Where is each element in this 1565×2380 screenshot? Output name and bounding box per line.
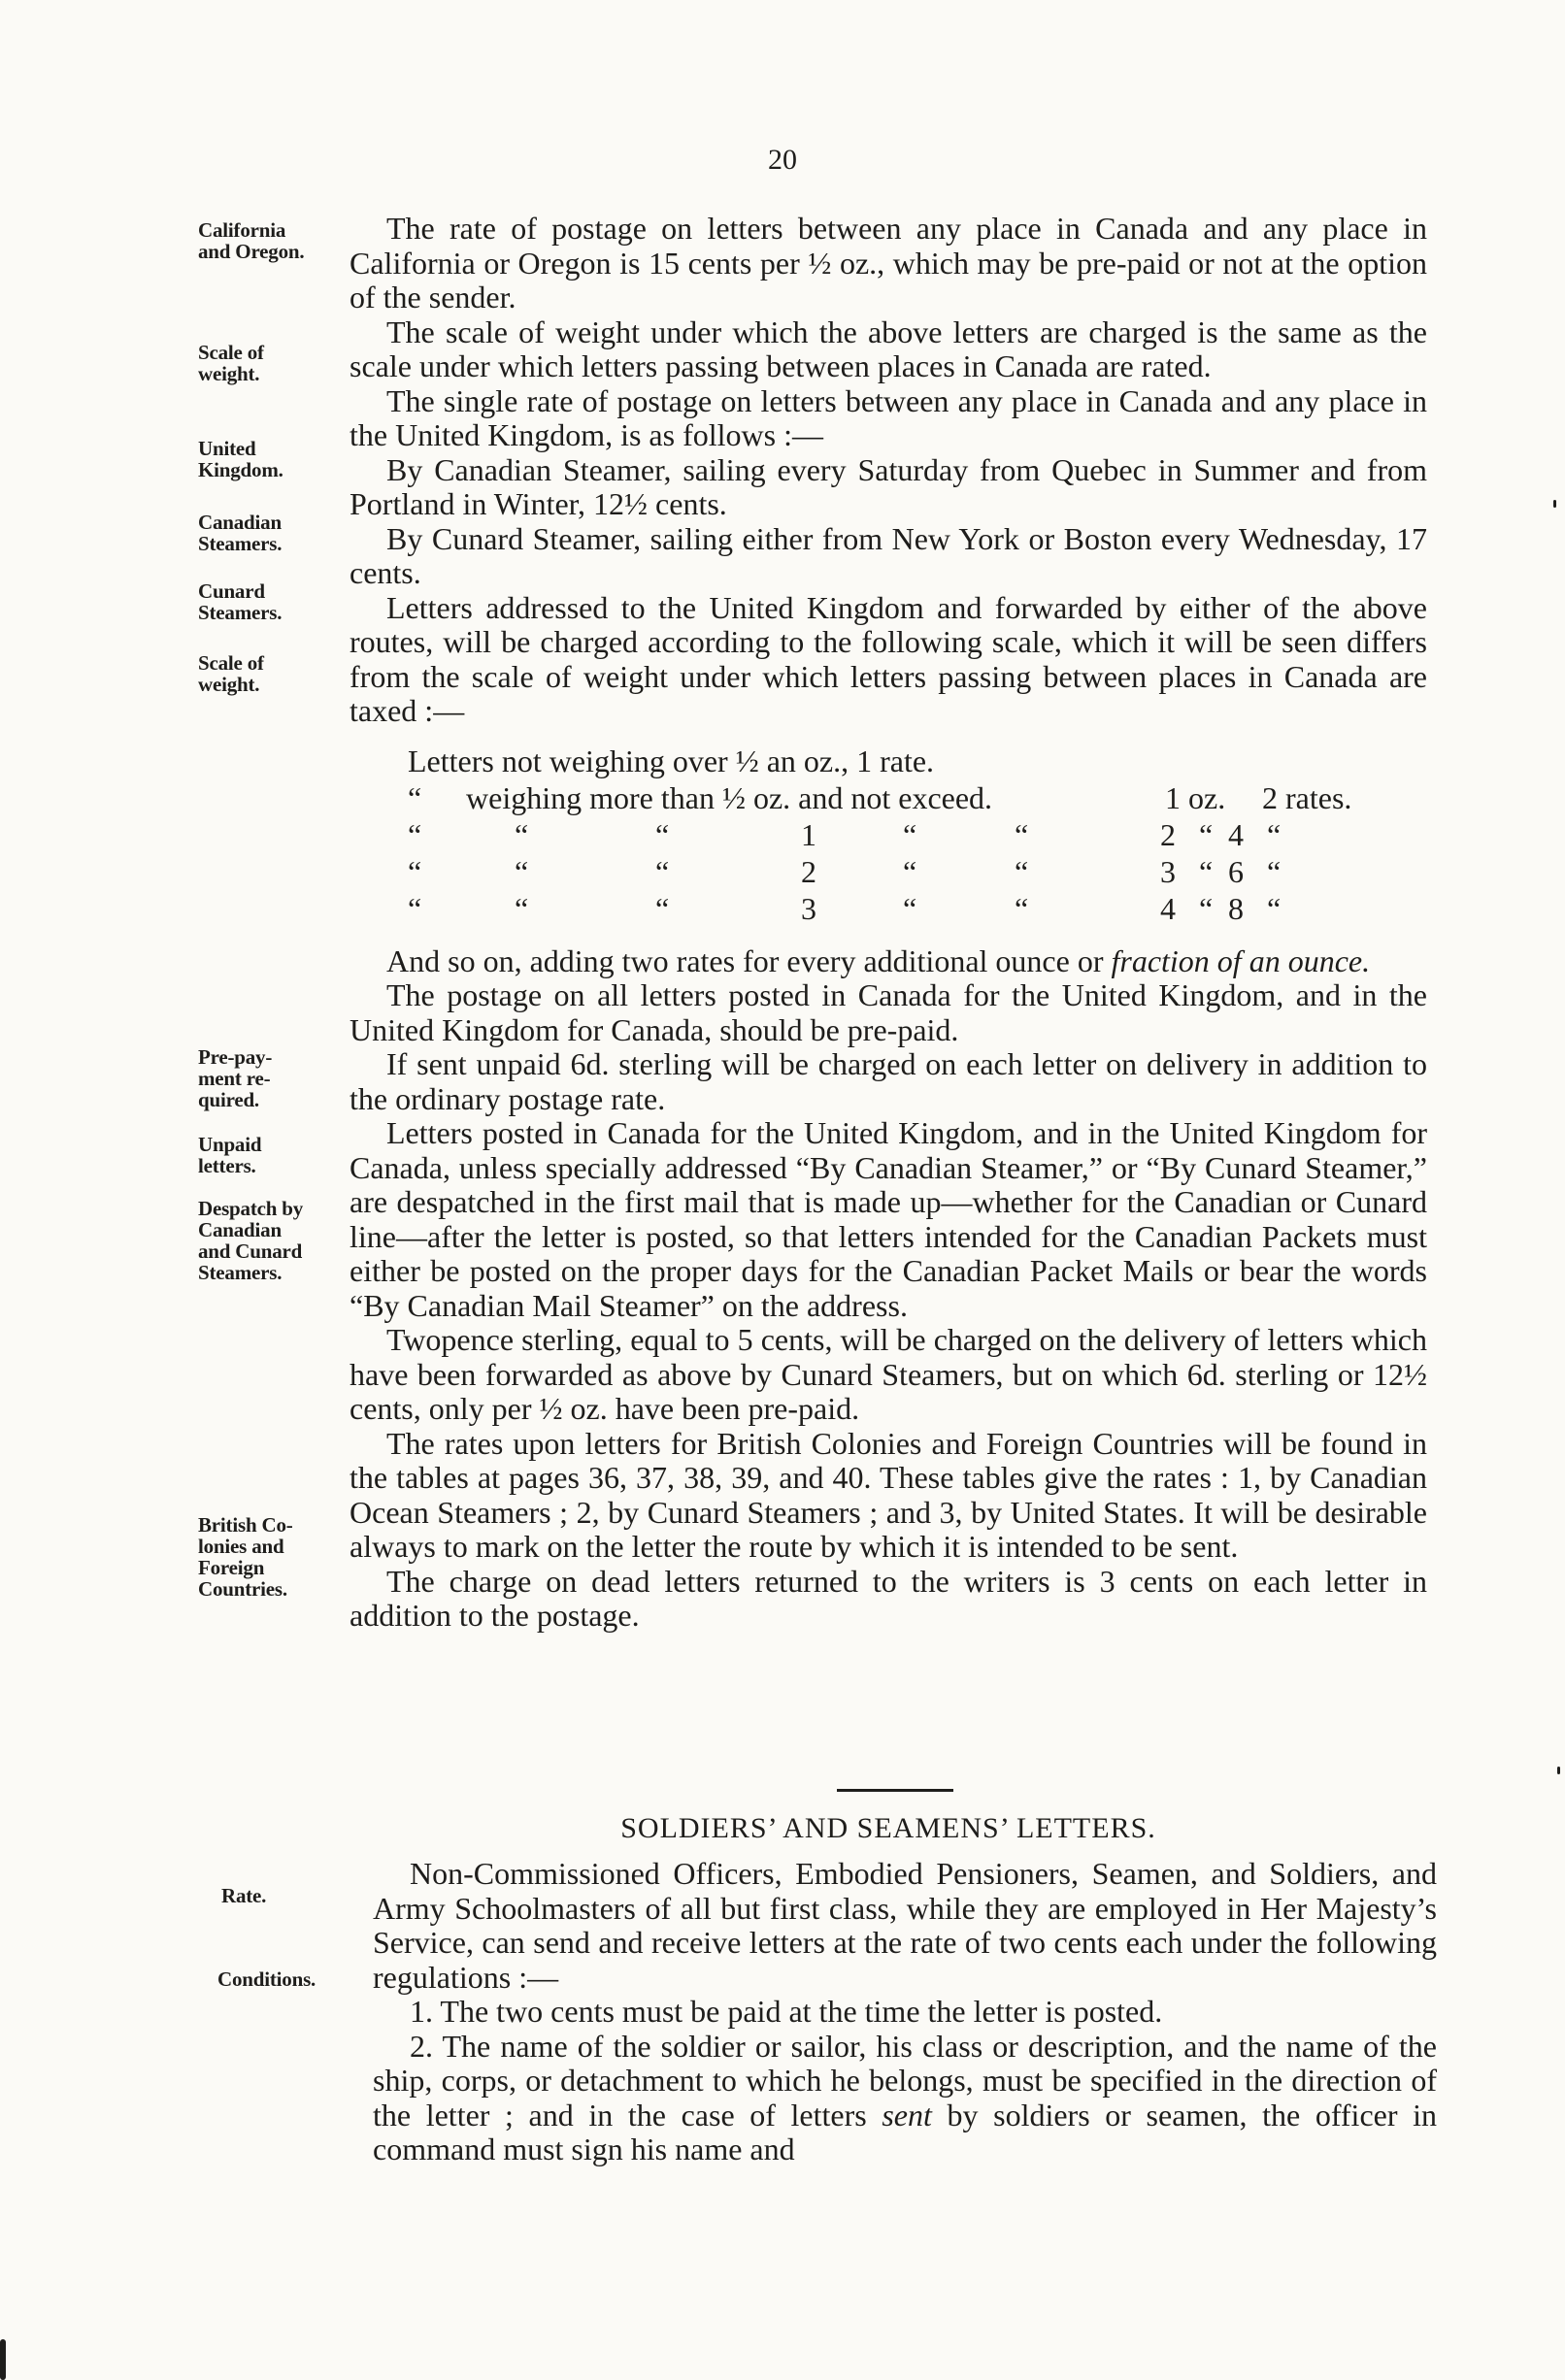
table-cell: “ bbox=[655, 853, 670, 889]
table-cell: “ bbox=[408, 779, 422, 815]
table-cell: 6 bbox=[1228, 853, 1244, 889]
table-row bbox=[350, 816, 1427, 853]
paragraph: By Cunard Steamer, sailing either from New York or Boston every Wednesday, 17 cents. bbox=[350, 520, 1427, 590]
scan-mark bbox=[0, 2339, 6, 2380]
table-cell: 4 bbox=[1160, 890, 1176, 926]
table-cell: “ bbox=[903, 816, 917, 852]
table-cell: “ bbox=[1015, 890, 1029, 926]
table-cell: 4 bbox=[1228, 816, 1244, 852]
table-cell: “ bbox=[1199, 853, 1214, 889]
table-cell: “ bbox=[1267, 853, 1282, 889]
paragraph-italic: sent bbox=[882, 2097, 932, 2132]
table-cell: “ bbox=[515, 853, 529, 889]
paragraph-italic: fraction of an ounce. bbox=[1111, 942, 1371, 978]
table-cell: “ bbox=[903, 853, 917, 889]
margin-note-conditions: Conditions. bbox=[217, 1967, 316, 1991]
table-cell: “ bbox=[655, 816, 670, 852]
table-cell: “ bbox=[1267, 890, 1282, 926]
table-cell: 8 bbox=[1228, 890, 1244, 926]
table-row bbox=[350, 853, 1427, 890]
paragraph: Letters addressed to the United Kingdom and forwarded by either of the above routes, will be charged according to the following scale, which it will be seen differs from the scale of weight under which letters passing between places in Canada are taxed :— bbox=[350, 589, 1427, 728]
table-cell: 3 bbox=[801, 890, 816, 926]
margin-note-california: California and Oregon. bbox=[198, 218, 305, 263]
table-cell: “ bbox=[655, 890, 670, 926]
table-row bbox=[350, 743, 1427, 779]
table-cell: 2 bbox=[801, 853, 816, 889]
table-cell: 2 bbox=[1160, 816, 1176, 852]
margin-note-canadian-steamers: Canadian Steamers. bbox=[198, 511, 283, 555]
table-cell: Letters not weighing over ½ an oz., 1 rate. bbox=[408, 743, 935, 778]
table-row bbox=[350, 779, 1427, 816]
margin-note-despatch: Despatch by Canadian and Cunard Steamers. bbox=[198, 1197, 304, 1284]
margin-note-rate: Rate. bbox=[221, 1884, 267, 1907]
table-cell: “ bbox=[515, 816, 529, 852]
table-cell: “ bbox=[408, 816, 422, 852]
margin-note-scale-of-weight: Scale of weight. bbox=[198, 341, 264, 385]
table-cell: “ bbox=[1199, 890, 1214, 926]
paragraph: Twopence sterling, equal to 5 cents, will be charged on the delivery of letters which have been forwarded as above by Cunard Steamers, but on which 6d. sterling or 12½ cents, only per ½ oz. have been pre-paid. bbox=[350, 1322, 1427, 1426]
paragraph bbox=[373, 2030, 1437, 2167]
table-cell: “ bbox=[1015, 853, 1029, 889]
table-cell: “ bbox=[1267, 816, 1282, 852]
section-text bbox=[373, 1857, 1437, 2167]
scan-mark bbox=[1557, 1767, 1560, 1774]
page-number: 20 bbox=[768, 144, 797, 176]
table-cell: 1 bbox=[801, 816, 816, 852]
table-cell: “ bbox=[408, 890, 422, 926]
table-cell: “ bbox=[408, 853, 422, 889]
paragraph-text: by soldiers or seamen, the officer in command must sign his name and bbox=[373, 2097, 1438, 2166]
scale-of-weight-table bbox=[350, 743, 1427, 927]
paragraph: The single rate of postage on letters between any place in Canada and any place in the United Kingdom, is as follows :— bbox=[350, 382, 1427, 452]
table-cell: “ bbox=[903, 890, 917, 926]
paragraph-text: And so on, adding two rates for every additional ounce or bbox=[386, 942, 1112, 978]
table-cell: “ bbox=[1199, 816, 1214, 852]
paragraph: 1. The two cents must be paid at the time the letter is posted. bbox=[410, 1994, 1163, 2029]
paragraph: The charge on dead letters returned to the writers is 3 cents on each letter in addition to the postage. bbox=[350, 1563, 1427, 1633]
table-row bbox=[350, 890, 1427, 927]
margin-note-pre-payment: Pre-pay- ment re- quired. bbox=[198, 1045, 273, 1111]
table-cell: 1 oz. bbox=[1165, 779, 1226, 815]
margin-note-british-colonies: British Co- lonies and Foreign Countries. bbox=[198, 1513, 293, 1601]
paragraph: The postage on all letters posted in Canada for the United Kingdom, and in the United Kingdom for Canada, should be pre-paid. bbox=[350, 977, 1427, 1047]
paragraph: The rate of postage on letters between any place in Canada and any place in California or Oregon is 15 cents per ½ oz., which may be pre-paid or not at the option of the sender. bbox=[350, 211, 1427, 314]
paragraph: The rates upon letters for British Colonies and Foreign Countries will be found in the tables at pages 36, 37, 38, 39, and 40. These tables give the rates : 1, by Canadian Ocean Steamers ; 2, by Cunard Steamers ; and 3, by United States. It will be desirable always to mark on the letter the route by which it is intended to be sent. bbox=[350, 1425, 1427, 1564]
margin-note-scale-of-weight-2: Scale of weight. bbox=[198, 651, 264, 696]
paragraph: Letters posted in Canada for the United Kingdom, and in the United Kingdom for Canada, unless specially addressed “By Canadian Steamer,” or “By Cunard Steamer,” are despatched in the first mail that is made up—whether for the Canadian or Cunard line—after the letter is posted, so that letters intended for the Canadian Packets must either be posted on the proper days for the Canadian Packet Mails or bear the words “By Canadian Mail Steamer” on the address. bbox=[350, 1115, 1427, 1323]
scan-mark bbox=[1553, 500, 1556, 508]
table-cell: “ bbox=[1015, 816, 1029, 852]
paragraph: If sent unpaid 6d. sterling will be charged on each letter on delivery in addition to the ordinary postage rate. bbox=[350, 1046, 1427, 1116]
section-divider bbox=[837, 1789, 953, 1792]
paragraph: Non-Commissioned Officers, Embodied Pensioners, Seamen, and Soldiers, and Army Schoolmasters of all but first class, while they are employed in Her Majesty’s Service, can send and receive letters at the rate of two cents each under the following regulations :— bbox=[373, 1856, 1437, 1995]
table-cell: weighing more than ½ oz. and not exceed. bbox=[466, 779, 993, 815]
paragraph-text: 2. The name of the soldier or sailor, his class or description, and the name of the ship, corps, or detachment to which he belongs, must be specified in the direction of the letter ; and in the case of letters bbox=[373, 2028, 1437, 2132]
paragraph: By Canadian Steamer, sailing every Saturday from Quebec in Summer and from Portland in Winter, 12½ cents. bbox=[350, 451, 1427, 521]
table-cell: 2 rates. bbox=[1262, 779, 1352, 815]
main-text bbox=[350, 212, 1427, 1634]
table-cell: 3 bbox=[1160, 853, 1176, 889]
margin-note-cunard-steamers: Cunard Steamers. bbox=[198, 579, 283, 624]
section-heading: SOLDIERS’ AND SEAMENS’ LETTERS. bbox=[620, 1812, 1156, 1844]
paragraph bbox=[350, 944, 1427, 979]
paragraph: The scale of weight under which the above letters are charged is the same as the scale under which letters passing between places in Canada are rated. bbox=[350, 314, 1427, 383]
margin-note-unpaid-letters: Unpaid letters. bbox=[198, 1133, 262, 1177]
margin-note-united-kingdom: United Kingdom. bbox=[198, 437, 283, 481]
table-cell: “ bbox=[515, 890, 529, 926]
